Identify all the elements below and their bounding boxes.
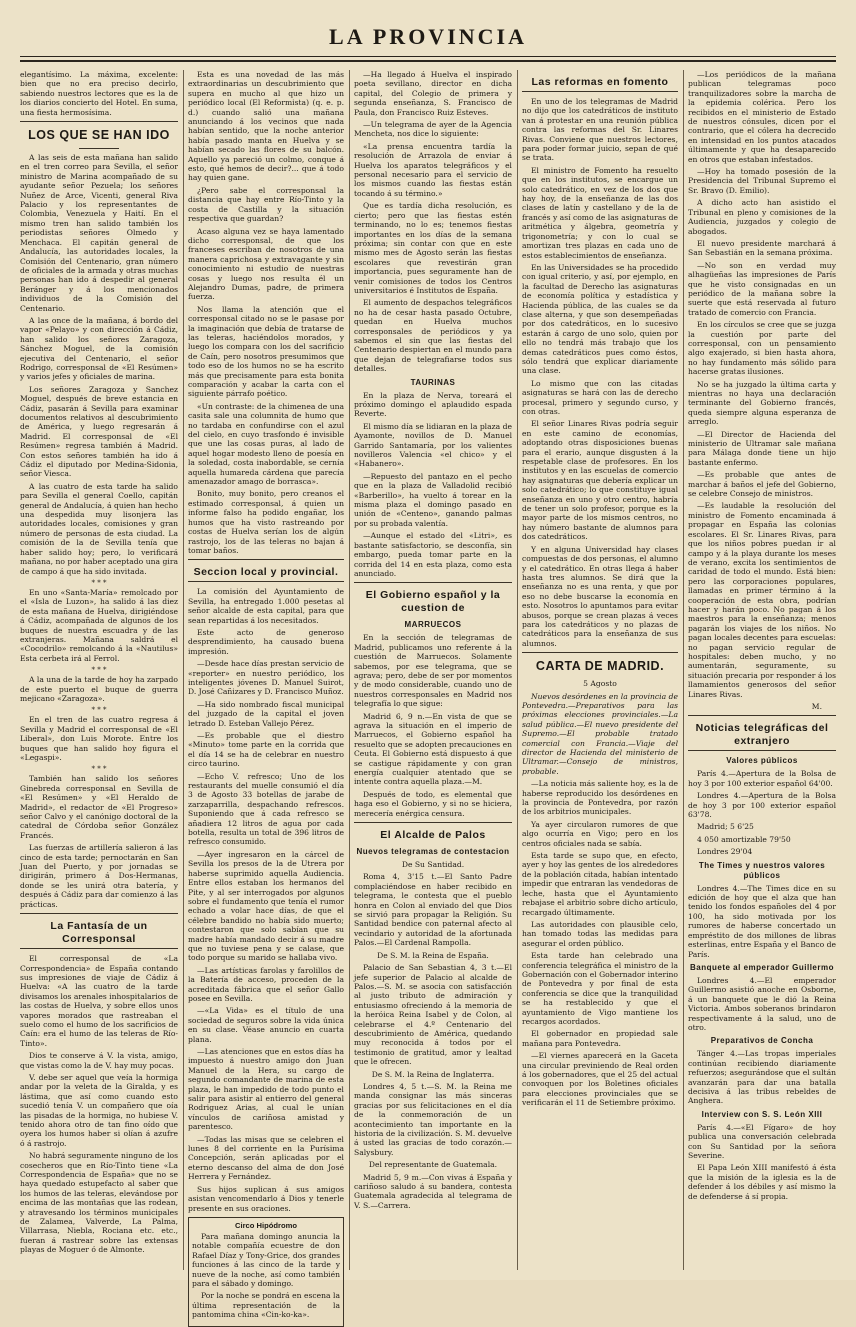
column-divider: [517, 70, 518, 1270]
divider: [688, 715, 836, 716]
paragraph: A la una de la tarde de hoy ha zarpado de este puerto el buque de guerra mejicano «Zaragoza».: [20, 675, 178, 703]
divider: [188, 559, 344, 560]
paragraph: Por la noche se pondrá en escena la última representación de la pantomima china «Cin-ko-ka».: [192, 1291, 340, 1320]
paragraph: —Los periódicos de la mañana publican telegramas poco tranquilizadores sobre la marcha de la epidemia colérica. Pero los recibidos en el ministerio de Estado de nuestros cónsules, dicen por el contrario, que el cólera ha decrecido en intensidad en los puntos atacados últimamente y que ha desaparecido en otros que estaban infestados.: [688, 70, 836, 164]
paragraph: Bonito, muy bonito, pero creanos el estimado corresponsal, á quien un informe falso ha podido engañar, los humos que ha visto rastreando por costas de Huelva serían los de algún rastrojo, los de las teleras no bajan á tomar baños.: [188, 489, 344, 555]
paragraph: Madrid; 5 6'25: [697, 822, 754, 832]
paragraph: —Es probable que el diestro «Minuto» tome parte en la corrida que el día 14 se ha de celebrar en nuestro circo taurino.: [188, 731, 344, 769]
paragraph: elegantísimo. La máxima, excelente: bien que no era preciso decirlo, sabiendo nuestros lectores que es la de los diarios concierto del Hotel. En suma, una fiesta hermosísima.: [20, 70, 178, 117]
section-heading-idos: LOS QUE SE HAN IDO: [28, 128, 170, 143]
paragraph: Londres 29'04: [697, 847, 753, 857]
paragraph: —Ayer ingresaron en la cárcel de Sevilla los presos de la de Utrera por haberse suprimido aquella Audiencia. Entre ellos estaban los hermanos del Pite, y al ser interrogados por algunos sobre el fundamento que tenía el rumor echado a volar hace días, de que el célebre bandido no había sido muerto; contestaron que solo sabían que su madre había mandado decir á su madre que no tuviese pena y se calase, que todo porque su marido se hallaba vivo.: [188, 849, 344, 963]
section-heading-carta: CARTA DE MADRID.: [535, 659, 665, 674]
section-heading-gobierno: El Gobierno español y la cuestion de: [365, 589, 501, 615]
divider: [354, 822, 512, 823]
paragraph: Madrid 5, 9 m.—Con vivas á España y cariñoso saludo á su bandera, contesta Guatemala agradecida al telegrama de V. S.—Carrera.: [354, 1172, 512, 1210]
paragraph: El gobernador en propiedad sale mañana para Pontevedra.: [522, 1029, 678, 1048]
divider: [20, 913, 178, 914]
section-subheading-marruecos: MARRUECOS: [404, 620, 462, 630]
paragraph: —Desde hace días prestan servicio de «reporter» en nuestro periódico, los inteligentes jóvenes D. Manuel Suirot, D. José Cañizares y D. Francisco Muñoz.: [188, 659, 344, 697]
paragraph: En las Universidades se ha procedido con igual criterio, y así, por ejemplo, en la facultad de Derecho las asignaturas de economía política y estadística y Hacienda pública, de las cuales se da clase alterna, y que son desempeñadas por dos catedráticos, en lo sucesivo estarán á cargo de uno solo, quien por ello no tendrá más trabajo que los demas catedráticos pues como éstos, sólo tendrá que explicar diariamente una clase.: [522, 262, 678, 376]
paragraph: El corresponsal de «La Correspondencia» de España contando sus impresiones de viaje de Cádiz á Huelva: «A las cuatro de la tarde divisamos los arenales inhospitalarios de las costas de Huelva, y sobre ellos unos vapores morados que rastreaban el suelo como el humo de los sacrificios de Caín: era el humo de las teleras de Río-Tinto».: [20, 954, 178, 1048]
column-1: [20, 70, 178, 1270]
column-divider: [183, 70, 184, 1270]
subheading-banquete: Banquete al emperador Guillermo: [690, 962, 834, 972]
header-rule-thick: [20, 60, 836, 62]
paragraph: Acaso alguna vez se haya lamentado dicho corresponsal, de que los franceses escriban de nosotros de una manera caprichosa y extravagante y sin conocimiento ni estudio de nuestras cosas y luego nos resulta él un Alejandro Dumas, padre, de primera fuerza.: [188, 226, 344, 302]
paragraph: —Es probable que antes de marchar á baños el jefe del Gobierno, se celebre Consejo de ministros.: [688, 470, 836, 499]
paragraph: «La prensa encuentra tardía la resolución de Arrazola de enviar á Huelva los aparatos telegráficos y el personal necesario para el servicio de los mismos cuando las fiestas están tocando á su término.»: [354, 141, 512, 198]
divider: [20, 121, 178, 122]
paragraph: Que es tardía dicha resolución, es cierto; pero que las fiestas estén terminando, no lo es; tenemos fiestas importantes en los días de la semana próxima; sin contar con que en este mismo mes de Agosto serán las fiestas escolares que revestirán gran importancia, pues seguramente han de venir comisiones de todos los Centros universitarios é Institutos de España.: [354, 201, 512, 295]
subheading: Del representante de Guatemala.: [368, 1160, 498, 1170]
column-5: [688, 70, 836, 1270]
paragraph: Las autoridades con plausible celo, han tomado todas las medidas para asegurar el orden público.: [522, 919, 678, 948]
stars-separator: * * *: [91, 578, 107, 587]
paragraph: Madrid 6, 9 n.—En vista de que se agrava la situación en el imperio de Marruecos, el Gobierno español ha resuelto que se adopten precauciones en Ceuta. El Gobierno está dispuesto á que se castigue rápidamente y con gran energía cualquier atentado que se intente contra aquella plaza.—M.: [354, 711, 512, 787]
paragraph: La comisión del Ayuntamiento de Sevilla, ha entregado 1.000 pesetas al señor alcalde de esta capital, para que sean repartidas á los necesitados.: [188, 587, 344, 625]
header-rule: [20, 56, 836, 57]
paragraph: Lo mismo que con las citadas asignaturas se hará con las de derecho procesal, primero y segundo curso, y con otras.: [522, 378, 678, 416]
column-divider: [683, 70, 684, 1270]
subheading-preparativos: Preparativos de Concha: [710, 1036, 814, 1046]
dateline: 5 Agosto: [583, 679, 617, 689]
paragraph: —No son en verdad muy alhagüeñas las impresiones de París que he visto consignadas en un periódico de la mañana sobre la suerte que está reservada al futuro tratado de comercio con Francia.: [688, 260, 836, 317]
column-2: [188, 70, 344, 1320]
paragraph: A las cuatro de esta tarde ha salido para Sevilla el general Coello, capitán general de Andalucía, á quien han hecho una despedida muy lisonjera las autoridades locales, comisiones y gran número de personas de esta ciudad. La comisión de la de Sevilla tenía que haber salido hoy; pero, lo verificará mañana, no por haber aceptado una gira de campo á que ha sido invitada.: [20, 481, 178, 576]
paragraph: —Todas las misas que se celebren el lunes 8 del corriente en la Purísima Concepción, serán aplicadas por el eterno descanso del alma de don José Herrera y Fernández.: [188, 1134, 344, 1182]
paragraph: Sus hijos suplican á sus amigos asistan vencomendarlo á Dios y tenerle presente en sus oraciones.: [188, 1184, 344, 1213]
masthead: [20, 22, 836, 66]
paragraph: —Hoy ha tomado posesión de la Presidencia del Tribunal Supremo el Sr. Bravo (D. Emilio).: [688, 167, 836, 195]
subheading-valores: Valores públicos: [726, 756, 798, 766]
paragraph: Este acto de generoso desprendimiento, ha causado buena impresión.: [188, 627, 344, 656]
signature: M.: [811, 702, 822, 711]
paragraph: En la plaza de Nerva, toreará el próximo domingo el aplaudido espada Reverte.: [354, 390, 512, 419]
subheading: De S. M. la Reina de España.: [377, 950, 489, 960]
paragraph: —Ha sido nombrado fiscal municipal del juzgado de la capital el joven letrado D. Esteban Vallejo Pérez.: [188, 699, 344, 728]
paragraph: En uno de los telegramas de Madrid no dijo que los catedráticos de instituto van á protestar en una reunión pública contra las reformas del Sr. Linares Rivas. Conviene que nuestros lectores, para poder formar juicio, sepan de qué se trata.: [522, 97, 678, 163]
paragraph: —El Director de Hacienda del ministerio de Ultramar sale mañana para Málaga donde tiene un hijo bastante enfermo.: [688, 429, 836, 467]
paragraph: El Papa León XIII manifestó á ésta que la misión de la iglesia es la de defender á los débiles y así mismo la de defenderse á sí propia.: [688, 1163, 836, 1201]
paragraph: También han salido los señores Ginebreda corresponsal en Sevilla de «El Resúmen» y «El Heraldo de Madrid», el redactor de «El Progreso» señor Calvo y el canónigo doctoral de la catedral de Córdoba señor González Francés.: [20, 774, 178, 840]
columns: [20, 70, 836, 1320]
divider: [79, 148, 119, 149]
subheading: De Su Santidad.: [401, 860, 465, 870]
paragraph: Esta tarde se supo que, en efecto, ayer y hoy las gentes de los alrededores de la población citada, habían intentado impedir que entraran las vendedoras de leche, hasta que el Ayuntamiento rebajase el arbitrio sobre dicho artículo, recargado últimamente.: [522, 851, 678, 917]
circus-box-title: Circo Hipódromo: [234, 1220, 297, 1230]
paragraph: El mismo día se lidiaran en la plaza de Ayamonte, novillos de D. Manuel Garrido Santamaría, por los valientes novilleros Valencia «el chico» y el «Habanero».: [354, 421, 512, 469]
stars-separator: * * *: [91, 706, 107, 715]
paragraph: ¿Pero sabe el corresponsal la distancia que hay entre Río-Tinto y la costa de Castilla y la situación respectiva que guardan?: [188, 185, 344, 224]
paragraph: V. debe ser aquel que veía la hormiga andar por la veleta de la Giralda, y es lástima, que así como cuando esto sucedió tenía V. un compañero que oía las pisadas de la hormiga, no hubiese V. tenido ahora otro de tan fino oído que oyera los humos haber si olían á azufre ó á rastrojo.: [20, 1072, 178, 1148]
paragraph: —Las atenciones que en estos días ha impuesto á nuestro amigo don Juan Manuel de la Hera, su cargo de segundo comandante de marina de esta plaza, le han impedido de todo punto el salir para asistir al entierro del general Rodriguez Arias, al cual le unían vínculos de cariñosa amistad y parentesco.: [188, 1047, 344, 1132]
summary: Nuevos desórdenes en la provincia de Pontevedra.—Preparativos para las próximas elecciones provinciales.—La salud pública.—El nuevo presidente del Supremo.—El probable tratado comercial con Francia.—Viaje del director de Hacienda del ministerio de Ultramar.—Consejo de ministros, probable.: [522, 691, 678, 776]
paragraph: El ministro de Fomento ha resuelto que en los institutos, se encargue un solo catedrático, en vez de los dos que hay hoy, de la enseñanza de las dos clases de latín y castellano y de la de francés y así como de las asignaturas de aritmética y álgebra, geometría y trigonometría; y con lo cual se amortizan tres plazas en cada uno de estos establecimientos de enseñanza.: [522, 165, 678, 260]
paragraph: —La noticia más saliente hoy, es la de haberse reproducido los desórdenes en la provincia de Pontevedra, por razón de los arbitrios municipales.: [522, 779, 678, 817]
paragraph: El aumento de despachos telegráficos no ha de cesar hasta pasado Octubre, quedan en Huelva muchos corresponsales de periódicos y ya sabemos el sin que las fiestas del Centenario despiertan en el mundo para que dejan de telegrafiarse todos sus detalles.: [354, 298, 512, 374]
section-heading-taurinas: TAURINAS: [410, 377, 456, 387]
paragraph: —Echo V. refresco; Uno de los restaurants del muelle consumió el día 3 de Agosto 33 botellas de jarabe de zarzaparrilla, despachando refrescos. Suponiendo que á cada refresco se añadiera 12 litros de agua por cada botella, resulta un total de 396 litros de refresco consumido.: [188, 771, 344, 847]
paragraph: —Un telegrama de ayer de la Agencia Mencheta, nos dice lo siguiente:: [354, 120, 512, 139]
paragraph: —Ha llegado á Huelva el inspirado poeta sevillano, director en dicha capital, del Colegio de primera y segunda enseñanza, S. Francisco de Paula, don Francisco Ruiz Esteves.: [354, 70, 512, 117]
paragraph: Después de todo, es elemental que haga eso el Gobierno, y si no se hiciera, merecería enérgica censura.: [354, 789, 512, 818]
paragraph: En la sección de telegramas de Madrid, publicamos uno referente á la cuestión de Marruecos. Solamente sabemos, por ese telegrama, que se agrava; pero, debe de ser por momentos y de modo considerable, cuando uno de nuestros corresponsales en Madrid nos telegrafía lo que sigue:: [354, 633, 512, 709]
paragraph: En los círculos se cree que se juzga la cuestión por parte del corresponsal, con un pensamiento algo exajerado, si bien hasta ahora, no hay fundamento más sólido para hacerse gratas ilusiones.: [688, 320, 836, 377]
stars-separator: * * *: [91, 765, 107, 774]
paragraph: Los señores Zaragoza y Sanchez Moguel, después de breve estancia en Cádiz, pasarán á Sevilla para examinar documentos relativos al descubrimiento de América, y luego regresarán á Madrid. El corresponsal de «El Resúmen» regresa también á Madrid. Con estos señores también ha ido á Cádiz el diputado por Medina-Sidonia, señor Viesca.: [20, 384, 178, 479]
divider: [354, 582, 512, 583]
paragraph: Londres 4.—The Times dice en su edición de hoy que el alza que han tenido los fondos españoles del 4 por 100, ha sido motivada por los rumores de haberse concertado un empréstito de dos millones de libras esterlinas, entre España y el Banco de París.: [688, 883, 836, 959]
paragraph: —Es laudable la resolución del ministro de Fomento encaminada á propagar en España las colonias escolares. El Sr. Linares Rivas, para que los niños pobres puedan ir al campo y á la playa durante los meses de verano, excita los sentimientos de caridad de todo el mundo. Está bien: pero las corporaciones populares, llamadas en primer término á la cooperación de esta obra, podrían hacer y harán poco. No pagan á los maestros para la enseñanza; menos pagarán los viajes de los niños. No pagan locales decentes para escuelas: no pagan servicio regular de hospitales: deben mucho, y no aumentarán, seguramente, su situación precaria por responder á los llamamientos generosos del señor Linares Rivas.: [688, 501, 836, 699]
paragraph: En el tren de las cuatro regresa á Sevilla y Madrid el corresponsal de «El Liberal», don Luis Morote. Entre los buques que han salido hoy figura el «Legaspi».: [20, 715, 178, 762]
section-heading-local: Seccion local y provincial.: [188, 566, 344, 582]
section-heading-reformas: Las reformas en fomento: [522, 76, 678, 92]
paragraph: El nuevo presidente marchará á San Sebastián en la semana próxima.: [688, 238, 836, 258]
paragraph: Esta tarde han celebrado una conferencia telegráfica el ministro de la Gobernación con el Gobernador interino de Pontevedra y por final de esta conferencia se dice que la tranquilidad se ha restablecido y que el ayuntamiento de Vigo mantiene los recargos acordados.: [522, 951, 678, 1026]
paragraph: Tánger 4.—Las tropas imperiales continúan recibiendo diariamente refuerzos; asegurándose que el sultán avanzarán para dar una batalla decisiva á las tribus rebeldes de Anghera.: [688, 1049, 836, 1106]
section-heading-alcalde: El Alcalde de Palos: [380, 829, 486, 842]
paragraph: Palacio de San Sebastian 4, 3 t.—El jefe superior de Palacio al alcalde de Palos.—S. M. se asocia con satisfacción al justo tributo de admiración y entusiasmo ofreciendo á la memoria de la heróica Reina Isabel y de Colon, al celebrarse el 4.º Centenario del descubrimiento de América, quedando muy reconocida á todos por el testimonio de gratitud, amor y lealtad que le ofrecen.: [354, 963, 512, 1067]
paragraph: Y en alguna Universidad hay clases compuestas de dos personas, el alumno y el catedrático. En otras llega á haber hasta tres alumnos. Se dirá que la enseñanza no es una renta, y que por eso no debe buscarse la economía en esto. Nosotros lo apuntamos para evitar abusos, porque se crean plazas á veces para los catedráticos y no plazas de catedráticos para la enseñanza de sus alumnos.: [522, 544, 678, 648]
paragraph: París 4.—Apertura de la Bolsa de hoy 3 por 100 exterior español 64'00.: [688, 769, 836, 788]
section-subheading-telegramas: Nuevos telegramas de contestacion: [356, 847, 510, 857]
paragraph: Londres 4.—Apertura de la Bolsa de hoy 3 por 100 exterior español 63'78.: [688, 791, 836, 820]
subheading: De S. M. la Reina de Inglaterra.: [371, 1069, 495, 1079]
paragraph: —«La Vida» es el título de una sociedad de seguros sobre la vida única en su clase. Véase anuncio en cuarta plana.: [188, 1006, 344, 1044]
newspaper-title: LA PROVINCIA: [329, 24, 527, 49]
column-4: [522, 70, 678, 1270]
paragraph: —Aunque el estado del «Litri», es bastante satisfactorio, se desconfía, sin embargo, pueda tomar parte en la corrida del 14 en esta plaza, como esta anunciado.: [354, 531, 512, 578]
subheading-times: The Times y nuestros valores públicos: [698, 860, 826, 880]
divider: [522, 652, 678, 653]
paragraph: El señor Linares Rivas podría seguir en este camino de economías, adoptando otras disposiciones buenas para el erario, aunque disgusten á la respetable clase de profesores. En los institutos y en las escuelas de comercio hay asignaturas que debería explicar un solo catedrático; lo que constituye igual enseñanza en uno y otro centro, habría de tener un solo profesor, porque es la mayor parte de los mismos centros, no hay número bastante de alumnos para dos catedráticos.: [522, 419, 678, 542]
subheading-interview: Interview con S. S. León XIII: [701, 1109, 823, 1119]
paragraph: Nos llama la atención que el corresponsal citado no se le pasase por la imaginación que debía de tratarse de las teleras, haciéndolos morados, y luego los compara con los del sacrificio de Caín, pero nosotros presumimos que todo eso de los humos no se ha escrito más que precisamente para esta bonita comparación y acabar la carta con el siguiente párrafo poético.: [188, 304, 344, 399]
section-heading-fantasia: La Fantasía de un Corresponsal: [20, 920, 178, 949]
paragraph: Las fuerzas de artillería salieron á las cinco de esta tarde; pernoctarán en San Juan del Puerto, y por jornadas se dirigirán, primero á Dos-Hermanas, donde se les unirá otra batería, y después á Cádiz para dar comienzo á las prácticas.: [20, 843, 178, 909]
paragraph: Londres 4.—El emperador Guillermo asistió anoche en Osborne, á un banquete que le dió la Reina Victoria. Ambos soberanos brindaron respectivamente á la salud, uno de otro.: [688, 975, 836, 1032]
paragraph: —El viernes aparecerá en la Gaceta una circular previniendo de Real orden á los gobernadores, que el 25 del actual convoquen por los Boletines oficiales para elecciones provinciales que se verificarán el 11 de Setiembre próximo.: [522, 1051, 678, 1108]
paragraph: A dicho acto han asistido el Tribunal en pleno y comisiones de la Audiencia, juzgados y colegio de abogados.: [688, 198, 836, 236]
paragraph: Para mañana domingo anuncia la notable compañía ecuestre de don Rafael Díaz y Tony-Grice, dos grandes funciones á las cinco de la tarde y nueve de la noche, así como también para el sábado y domingo.: [192, 1231, 340, 1288]
paragraph: —Repuesto del pantazo en el pecho que en la plaza de Valladolid recibió «Barberillo», ha vuelto á torear en la misma plaza el domingo pasado en unión de «Centeno», ganando palmas por su probada valentía.: [354, 471, 512, 528]
paragraph: A las seis de esta mañana han salido en el tren correo para Sevilla, el señor ministro de Marina acompañado de su ayudante señor Pezuela; los señores Nuñez de Arce, Vicenti, general Riva Palacio y los representantes de Colombia, Venezuela y Haití. En el mismo tren han salido también los periodistas señores Olmedo y Menchaca. El capitán general de Andalucía, las autoridades locales, la Comisión del Centenario, gran número de oficiales de la armada y otras muchas personas han ido á despedir al general Beránger y á los mencionados individuos de la Comisión del Centenario.: [20, 153, 178, 313]
paragraph: Dios te conserve á V. la vista, amigo, que vistas como la de V. hay muy pocas.: [20, 1051, 178, 1070]
paragraph: A las once de la mañana, á bordo del vapor «Pelayo» y con dirección á Cádiz, han salido los señores Zaragoza, Sánchez Moguel, de la comisión ejecutiva del Centenario, el señor Rodrigo, corresponsal de «El Resúmen» y varios jefes y oficiales de marina.: [20, 315, 178, 382]
paragraph: Ya ayer circularon rumores de que algo ocurría en Vigo; pero en los centros oficiales nada se sabía.: [522, 819, 678, 848]
paragraph: «Un contraste: de la chimenea de una casita sale una columnita de humo que no tardaba en confundirse con el azul del cielo, en cuyo trasfondo é invisible que une las cosas puras, al lado de aquel hogar modesto lleno de poesía en la soledad, costa inabordable, se cernía aquella humareda cárdena que parecía amenazador amago de borrasca».: [188, 401, 344, 487]
paragraph: En uno «Santa-María» remolcado por el «Isla de Luzon», ha salido á las diez de esta mañana de Huelva, dirigiéndose á Cádiz, acompañada de algunos de los buques de nuestra escuadra y de las extranjeras. Mañana saldrá el «Cocodrilo» remolcando á la «Nautilus» Esta cerbeta irá al Ferrol.: [20, 587, 178, 663]
paragraph: Londres 4, 5 t.—S. M. la Reina me manda consignar las más sinceras gracias por sus felicitaciones en el día de la conmemoración de un acontecimiento tan importante en la historia de la civilización. S. M. devuelve á usted las gracias de todo corazón.—Salysbury.: [354, 1081, 512, 1157]
paragraph: Esta es una novedad de las más extraordinarias un descubrimiento que supera en mucho al que hizo un periódico local (El Reformista) (q. e. p. d.) cuando salió una mañana anunciando á los vecinos que nada habían sentido, que la noche anterior había pasado manta en Huelva y se habían secado las flores de su balcón. Aquello ya pareció un colmo, conque á esto, qué hemos de decir?... que á todo hay quien gane.: [188, 70, 344, 183]
paragraph: París 4.—«El Fígaro» de hoy publica una conversación celebrada con Su Santidad por la señora Severine.: [688, 1122, 836, 1160]
section-heading-noticias: Noticias telegráficas del extranjero: [688, 722, 836, 751]
circus-box: [188, 1217, 344, 1327]
paragraph: 4 050 amortizable 79'50: [697, 834, 791, 844]
stars-separator: * * *: [91, 666, 107, 675]
paragraph: Roma 4, 3'15 t.—El Santo Padre complaciéndose en haber recibido en telegrama, le contesta que el pueblo honra en Colon al enviado del que Dios se sirvió para propagar la Religión. Su Santidad bendice con paternal afecto al vecindario y autoridad de la afortunada Palos.—El Cardenal Rampolla.: [354, 872, 512, 948]
column-divider: [349, 70, 350, 1270]
column-3: [354, 70, 512, 1270]
paragraph: No se ha juzgado la última carta y mientras no haya una declaración terminante del Gobierno francés, queda siempre alguna esperanza de arreglo.: [688, 379, 836, 427]
paragraph: No habrá seguramente ninguno de los cosecheros que en Río-Tinto tiene «La Correspondencia de España» que no se haya quedado estupefacto al saber que los humos de las teleras, elevándose por encima de las montañas que las rodean, y atravesando los términos municipales de Zalamea, Valverde, La Palma, Villarrasa, Niebla, Rociana etc. etc., fueran á rastrear sobre las extensas playas de Moguer ó de Almonte.: [20, 1151, 178, 1255]
paragraph: —Las artísticas farolas y farolillos de la Batería de acceso, proceden de la acreditada fábrica que el señor Gallo posee en Sevilla.: [188, 965, 344, 1003]
